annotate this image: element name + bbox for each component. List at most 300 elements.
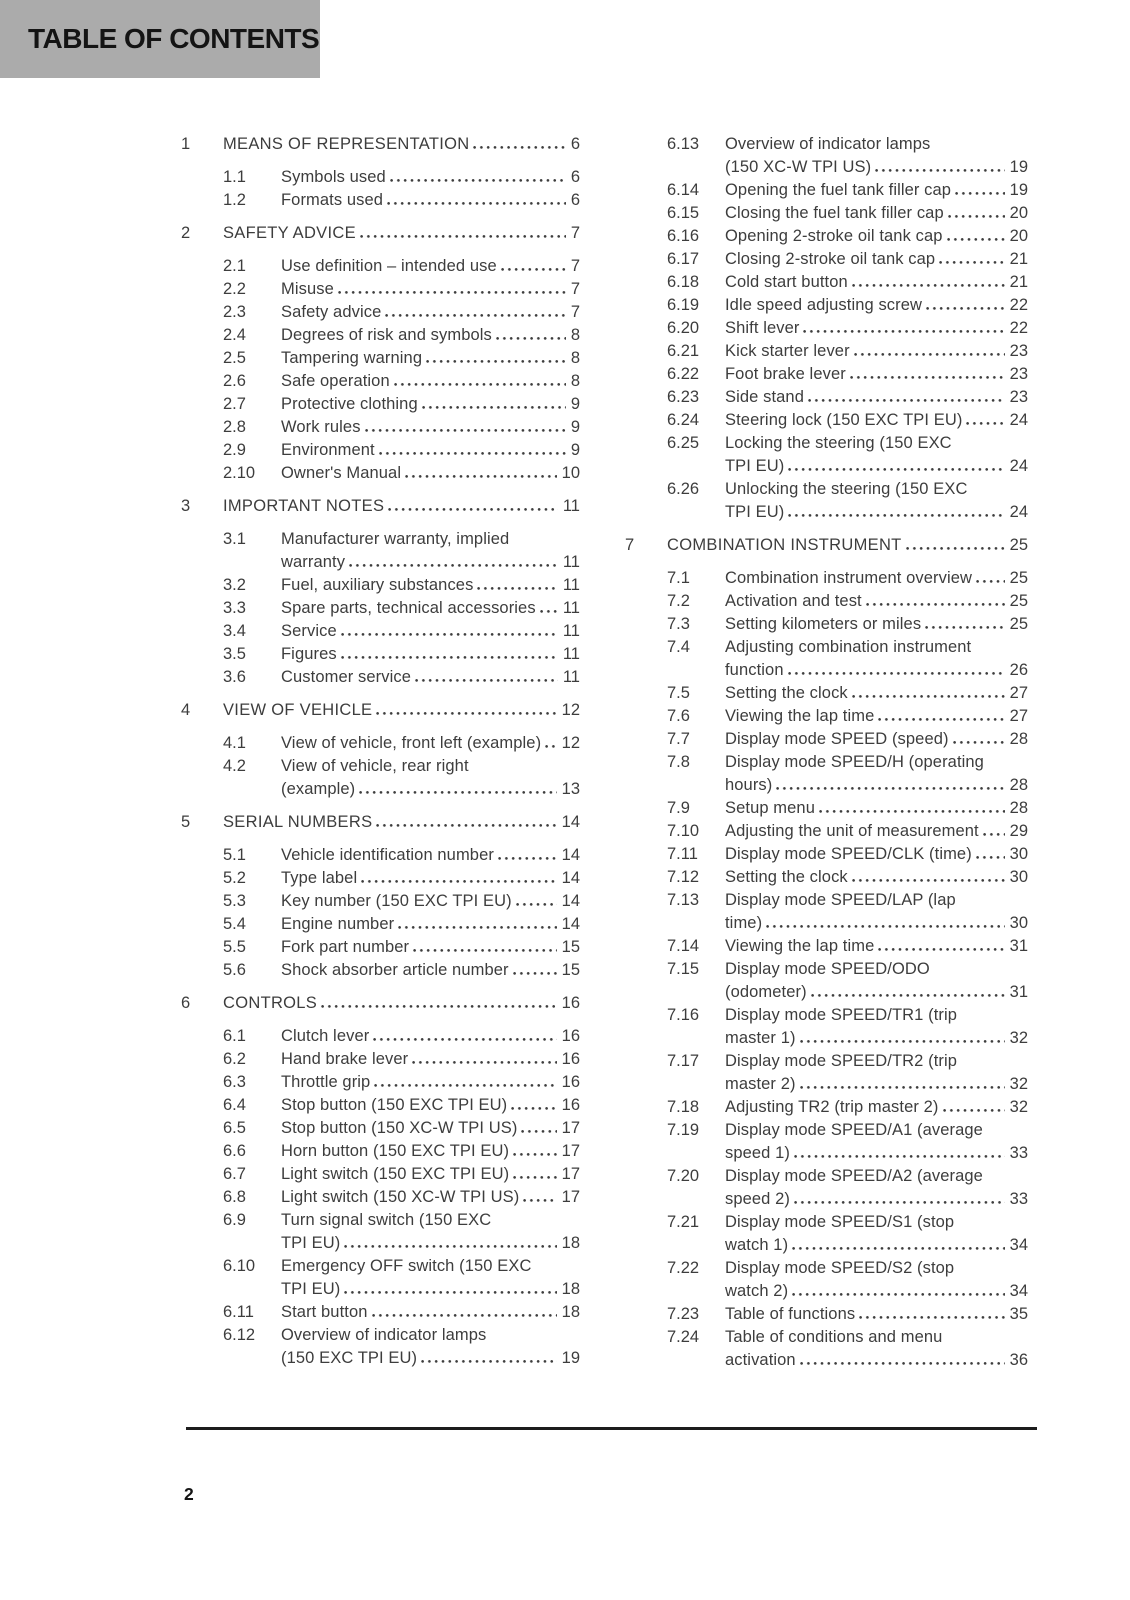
- entry-page: 16: [561, 994, 580, 1012]
- toc-row: [181, 1347, 580, 1370]
- entry-page: 14: [561, 813, 580, 831]
- toc-row: [181, 1163, 580, 1186]
- entry-page: 9: [570, 418, 580, 436]
- entry-page: 30: [1009, 868, 1028, 886]
- entry-number: 6.26: [667, 480, 700, 498]
- entry-page: 7: [570, 280, 580, 298]
- dot-leader: [866, 602, 1005, 606]
- entry-title: Throttle grip: [281, 1073, 371, 1091]
- dot-leader: [496, 336, 566, 340]
- toc-entry: [625, 317, 1028, 340]
- toc-entry: [181, 301, 580, 324]
- entry-title: IMPORTANT NOTES: [223, 497, 385, 515]
- toc-row: [625, 636, 1028, 659]
- entry-title: Viewing the lap time: [725, 707, 875, 725]
- toc-row: [625, 889, 1028, 912]
- entry-page: 15: [561, 961, 580, 979]
- toc-entry: [181, 936, 580, 959]
- entry-title: Display mode SPEED/A2 (average: [725, 1167, 983, 1185]
- entry-number: 3: [181, 497, 191, 515]
- dot-leader: [854, 352, 1005, 356]
- toc-row: [181, 1140, 580, 1163]
- entry-number: 7.11: [667, 845, 698, 863]
- entry-title: Setup menu: [725, 799, 815, 817]
- dot-leader: [983, 832, 1005, 836]
- toc-row: [625, 1004, 1028, 1027]
- toc-entry: [181, 222, 580, 245]
- entry-number: 7.1: [667, 569, 690, 587]
- entry-title: Steering lock (150 EXC TPI EU): [725, 411, 963, 429]
- toc-row: [625, 659, 1028, 682]
- toc-row: [181, 495, 580, 518]
- dot-leader: [948, 214, 1005, 218]
- entry-title: Light switch (150 XC-W TPI US): [281, 1188, 520, 1206]
- toc-entry: [181, 133, 580, 156]
- entry-page: 16: [561, 1027, 580, 1045]
- dot-leader: [405, 474, 557, 478]
- toc-entry: [181, 1071, 580, 1094]
- entry-number: 6.20: [667, 319, 700, 337]
- entry-page: 6: [570, 135, 580, 153]
- toc-row: [181, 1255, 580, 1278]
- entry-title: Stop button (150 XC-W TPI US): [281, 1119, 518, 1137]
- toc-entry: [625, 682, 1028, 705]
- dot-leader: [473, 145, 565, 149]
- entry-number: 7.3: [667, 615, 690, 633]
- entry-title: Display mode SPEED/CLK (time): [725, 845, 972, 863]
- dot-leader: [344, 1244, 556, 1248]
- toc-entry: [181, 439, 580, 462]
- entry-number: 2.4: [223, 326, 246, 344]
- entry-page: 25: [1009, 615, 1028, 633]
- entry-page: 34: [1009, 1282, 1028, 1300]
- toc-row: [625, 225, 1028, 248]
- entry-number: 7.15: [667, 960, 700, 978]
- toc-row: [625, 133, 1028, 156]
- entry-number: 6.2: [223, 1050, 246, 1068]
- dot-leader: [953, 740, 1005, 744]
- toc-entry: [181, 1186, 580, 1209]
- entry-number: 7.13: [667, 891, 700, 909]
- entry-number: 6.4: [223, 1096, 246, 1114]
- dot-leader: [413, 948, 556, 952]
- entry-number: 7.20: [667, 1167, 700, 1185]
- entry-title: speed 2): [725, 1190, 791, 1208]
- toc-row: [625, 1096, 1028, 1119]
- dot-leader: [788, 467, 1004, 471]
- entry-title: Display mode SPEED/S1 (stop: [725, 1213, 955, 1231]
- entry-title: Turn signal switch (150 EXC: [281, 1211, 492, 1229]
- entry-number: 5.3: [223, 892, 246, 910]
- toc-entry: [181, 255, 580, 278]
- toc-row: [625, 1326, 1028, 1349]
- entry-page: 11: [562, 576, 580, 594]
- entry-number: 7.7: [667, 730, 690, 748]
- dot-leader: [976, 579, 1005, 583]
- entry-title: Foot brake lever: [725, 365, 846, 383]
- toc-row: [181, 620, 580, 643]
- dot-leader: [925, 625, 1004, 629]
- entry-number: 5: [181, 813, 191, 831]
- entry-page: 27: [1009, 707, 1028, 725]
- entry-number: 7.5: [667, 684, 690, 702]
- dot-leader: [766, 924, 1004, 928]
- entry-page: 16: [561, 1073, 580, 1091]
- dot-leader: [415, 678, 558, 682]
- toc-row: [625, 156, 1028, 179]
- entry-title: Display mode SPEED/A1 (average: [725, 1121, 983, 1139]
- entry-title: Table of conditions and menu: [725, 1328, 943, 1346]
- entry-page: 30: [1009, 914, 1028, 932]
- toc-entry: [181, 1301, 580, 1324]
- entry-title: Manufacturer warranty, implied: [281, 530, 510, 548]
- entry-title: warranty: [281, 553, 346, 571]
- entry-number: 2.7: [223, 395, 246, 413]
- entry-page: 19: [1009, 181, 1028, 199]
- dot-leader: [513, 1175, 556, 1179]
- toc-row: [181, 597, 580, 620]
- toc-row: [625, 179, 1028, 202]
- entry-page: 13: [561, 780, 580, 798]
- entry-title: Adjusting combination instrument: [725, 638, 972, 656]
- toc-row: [181, 913, 580, 936]
- entry-title: (example): [281, 780, 356, 798]
- toc-row: [181, 324, 580, 347]
- entry-title: Kick starter lever: [725, 342, 850, 360]
- dot-leader: [776, 786, 1004, 790]
- dot-leader: [426, 359, 566, 363]
- toc-row: [181, 393, 580, 416]
- toc-row: [625, 1073, 1028, 1096]
- toc-row: [181, 255, 580, 278]
- entry-number: 7.12: [667, 868, 700, 886]
- toc-entry: [181, 844, 580, 867]
- entry-number: 6.17: [667, 250, 700, 268]
- toc-row: [181, 1278, 580, 1301]
- entry-number: 4.1: [223, 734, 246, 752]
- entry-number: 3.6: [223, 668, 246, 686]
- entry-page: 14: [561, 846, 580, 864]
- toc-row: [625, 1349, 1028, 1372]
- toc-row: [625, 705, 1028, 728]
- entry-page: 21: [1009, 273, 1028, 291]
- toc-row: [625, 202, 1028, 225]
- toc-entry: [625, 409, 1028, 432]
- dot-leader: [341, 655, 558, 659]
- toc-row: [625, 1050, 1028, 1073]
- entry-page: 17: [561, 1188, 580, 1206]
- entry-page: 10: [561, 464, 580, 482]
- entry-page: 9: [570, 441, 580, 459]
- entry-number: 2.8: [223, 418, 246, 436]
- entry-title: Fork part number: [281, 938, 410, 956]
- entry-page: 8: [570, 372, 580, 390]
- entry-page: 12: [561, 734, 580, 752]
- toc-row: [181, 416, 580, 439]
- entry-page: 32: [1009, 1029, 1028, 1047]
- entry-title: VIEW OF VEHICLE: [223, 701, 373, 719]
- entry-number: 5.5: [223, 938, 246, 956]
- toc-row: [625, 248, 1028, 271]
- dot-leader: [811, 993, 1005, 997]
- toc-row: [625, 317, 1028, 340]
- entry-title: Display mode SPEED/TR1 (trip: [725, 1006, 958, 1024]
- dot-leader: [477, 586, 557, 590]
- entry-number: 2.9: [223, 441, 246, 459]
- entry-page: 14: [561, 869, 580, 887]
- entry-title: View of vehicle, front left (example): [281, 734, 542, 752]
- dot-leader: [376, 711, 556, 715]
- entry-title: Display mode SPEED/S2 (stop: [725, 1259, 955, 1277]
- entry-page: 19: [1009, 158, 1028, 176]
- toc-entry: [625, 866, 1028, 889]
- toc-entry: [625, 133, 1028, 179]
- dot-leader: [819, 809, 1005, 813]
- dot-leader: [794, 1154, 1005, 1158]
- entry-page: 16: [561, 1096, 580, 1114]
- toc-row: [181, 1209, 580, 1232]
- entry-number: 6.10: [223, 1257, 256, 1275]
- entry-title: Cold start button: [725, 273, 848, 291]
- entry-page: 32: [1009, 1098, 1028, 1116]
- toc-row: [625, 386, 1028, 409]
- toc-entry: [625, 179, 1028, 202]
- toc-row: [181, 301, 580, 324]
- toc-entry: [181, 992, 580, 1015]
- toc-entry: [181, 495, 580, 518]
- entry-page: 17: [561, 1142, 580, 1160]
- entry-number: 4.2: [223, 757, 246, 775]
- entry-title: Side stand: [725, 388, 804, 406]
- entry-page: 17: [561, 1119, 580, 1137]
- toc-row: [181, 666, 580, 689]
- entry-title: View of vehicle, rear right: [281, 757, 469, 775]
- toc-row: [181, 1071, 580, 1094]
- toc-entry: [625, 202, 1028, 225]
- toc-row: [181, 1186, 580, 1209]
- entry-page: 26: [1009, 661, 1028, 679]
- toc-row: [181, 1025, 580, 1048]
- toc-column-right: [625, 133, 1028, 1372]
- entry-number: 3.3: [223, 599, 246, 617]
- entry-page: 36: [1009, 1351, 1028, 1369]
- toc-row: [181, 133, 580, 156]
- entry-page: 21: [1009, 250, 1028, 268]
- toc-entry: [625, 728, 1028, 751]
- entry-title: Display mode SPEED/H (operating: [725, 753, 984, 771]
- entry-title: Opening the fuel tank filler cap: [725, 181, 952, 199]
- entry-page: 14: [561, 892, 580, 910]
- entry-number: 2.1: [223, 257, 246, 275]
- toc-entry: [181, 189, 580, 212]
- entry-title: Display mode SPEED/LAP (lap: [725, 891, 956, 909]
- toc-entry: [625, 1050, 1028, 1096]
- entry-number: 7.18: [667, 1098, 700, 1116]
- toc-row: [625, 820, 1028, 843]
- entry-title: Overview of indicator lamps: [725, 135, 931, 153]
- toc-row: [181, 778, 580, 801]
- entry-title: Fuel, auxiliary substances: [281, 576, 474, 594]
- toc-row: [181, 1048, 580, 1071]
- toc-entry: [625, 751, 1028, 797]
- toc-row: [181, 574, 580, 597]
- entry-page: 17: [561, 1165, 580, 1183]
- dot-leader: [859, 1315, 1004, 1319]
- toc-row: [181, 959, 580, 982]
- entry-number: 7.21: [667, 1213, 700, 1231]
- entry-title: Horn button (150 EXC TPI EU): [281, 1142, 510, 1160]
- entry-title: Idle speed adjusting screw: [725, 296, 923, 314]
- entry-title: Setting the clock: [725, 684, 848, 702]
- entry-title: Type label: [281, 869, 358, 887]
- toc-row: [625, 774, 1028, 797]
- entry-title: Light switch (150 EXC TPI EU): [281, 1165, 510, 1183]
- entry-title: Adjusting the unit of measurement: [725, 822, 979, 840]
- entry-page: 18: [561, 1303, 580, 1321]
- toc-row: [625, 478, 1028, 501]
- entry-number: 7.6: [667, 707, 690, 725]
- entry-number: 4: [181, 701, 191, 719]
- entry-title: Emergency OFF switch (150 EXC: [281, 1257, 532, 1275]
- toc-row: [625, 501, 1028, 524]
- toc-row: [625, 1211, 1028, 1234]
- toc-entry: [625, 225, 1028, 248]
- entry-number: 6.18: [667, 273, 700, 291]
- toc-entry: [625, 935, 1028, 958]
- page-title: TABLE OF CONTENTS: [28, 23, 320, 54]
- entry-page: 35: [1009, 1305, 1028, 1323]
- entry-number: 6.15: [667, 204, 700, 222]
- toc-row: [625, 409, 1028, 432]
- entry-number: 7.14: [667, 937, 700, 955]
- toc-entry: [181, 347, 580, 370]
- entry-title: Environment: [281, 441, 375, 459]
- dot-leader: [523, 1198, 556, 1202]
- toc-row: [181, 370, 580, 393]
- entry-title: CONTROLS: [223, 994, 318, 1012]
- entry-number: 6.7: [223, 1165, 246, 1183]
- entry-number: 6.19: [667, 296, 700, 314]
- toc-entry: [625, 1165, 1028, 1211]
- toc-row: [625, 682, 1028, 705]
- toc-entry: [181, 1117, 580, 1140]
- entry-page: 33: [1009, 1190, 1028, 1208]
- dot-leader: [852, 694, 1005, 698]
- entry-number: 7.24: [667, 1328, 700, 1346]
- entry-number: 1.2: [223, 191, 246, 209]
- toc-entry: [625, 1326, 1028, 1372]
- entry-title: speed 1): [725, 1144, 791, 1162]
- toc-row: [625, 751, 1028, 774]
- entry-title: Closing the fuel tank filler cap: [725, 204, 944, 222]
- entry-title: (150 XC-W TPI US): [725, 158, 872, 176]
- toc-row: [181, 890, 580, 913]
- page-header: [0, 0, 320, 78]
- toc-row: [181, 732, 580, 755]
- entry-page: 27: [1009, 684, 1028, 702]
- entry-title: Owner's Manual: [281, 464, 402, 482]
- entry-title: Clutch lever: [281, 1027, 370, 1045]
- entry-page: 22: [1009, 319, 1028, 337]
- toc-entry: [181, 890, 580, 913]
- entry-number: 7: [625, 536, 635, 554]
- entry-title: Unlocking the steering (150 EXC: [725, 480, 968, 498]
- entry-title: Use definition – intended use: [281, 257, 497, 275]
- entry-number: 6.12: [223, 1326, 256, 1344]
- toc-row: [625, 1142, 1028, 1165]
- entry-title: Stop button (150 EXC TPI EU): [281, 1096, 508, 1114]
- entry-title: Engine number: [281, 915, 395, 933]
- entry-number: 7.16: [667, 1006, 700, 1024]
- toc-row: [625, 1280, 1028, 1303]
- toc-row: [181, 643, 580, 666]
- toc-row: [625, 843, 1028, 866]
- dot-leader: [390, 178, 566, 182]
- entry-page: 20: [1009, 227, 1028, 245]
- toc-entry: [181, 643, 580, 666]
- dot-leader: [794, 1200, 1005, 1204]
- entry-title: SAFETY ADVICE: [223, 224, 356, 242]
- entry-page: 23: [1009, 342, 1028, 360]
- toc-row: [181, 462, 580, 485]
- entry-number: 6.8: [223, 1188, 246, 1206]
- entry-page: 30: [1009, 845, 1028, 863]
- toc-entry: [181, 620, 580, 643]
- toc-row: [181, 844, 580, 867]
- toc-entry: [181, 462, 580, 485]
- entry-number: 6.23: [667, 388, 700, 406]
- entry-title: Closing 2-stroke oil tank cap: [725, 250, 936, 268]
- toc-entry: [625, 889, 1028, 935]
- entry-page: 32: [1009, 1075, 1028, 1093]
- entry-title: Formats used: [281, 191, 384, 209]
- toc-column-left: [181, 133, 580, 1370]
- toc-row: [181, 528, 580, 551]
- toc-row: [625, 1119, 1028, 1142]
- dot-leader: [398, 925, 556, 929]
- dot-leader: [792, 1246, 1004, 1250]
- entry-page: 15: [561, 938, 580, 956]
- entry-title: Overview of indicator lamps: [281, 1326, 487, 1344]
- toc-row: [625, 1257, 1028, 1280]
- dot-leader: [513, 1152, 557, 1156]
- dot-leader: [388, 507, 558, 511]
- toc-entry: [181, 370, 580, 393]
- entry-number: 6.6: [223, 1142, 246, 1160]
- entry-page: 22: [1009, 296, 1028, 314]
- entry-page: 25: [1009, 569, 1028, 587]
- toc-entry: [625, 340, 1028, 363]
- entry-number: 6.11: [223, 1303, 254, 1321]
- toc-entry: [181, 393, 580, 416]
- entry-title: Display mode SPEED (speed): [725, 730, 949, 748]
- footer-page-number: 2: [184, 1484, 194, 1504]
- entry-title: Figures: [281, 645, 337, 663]
- dot-leader: [800, 1039, 1005, 1043]
- toc-entry: [625, 567, 1028, 590]
- toc-entry: [625, 1211, 1028, 1257]
- entry-number: 5.1: [223, 846, 246, 864]
- entry-title: COMBINATION INSTRUMENT: [667, 536, 902, 554]
- dot-leader: [943, 1108, 1005, 1112]
- dot-leader: [850, 375, 1005, 379]
- entry-title: function: [725, 661, 784, 679]
- entry-title: watch 2): [725, 1282, 789, 1300]
- entry-number: 7.22: [667, 1259, 700, 1277]
- entry-number: 2.3: [223, 303, 246, 321]
- entry-number: 6.14: [667, 181, 700, 199]
- entry-page: 14: [561, 915, 580, 933]
